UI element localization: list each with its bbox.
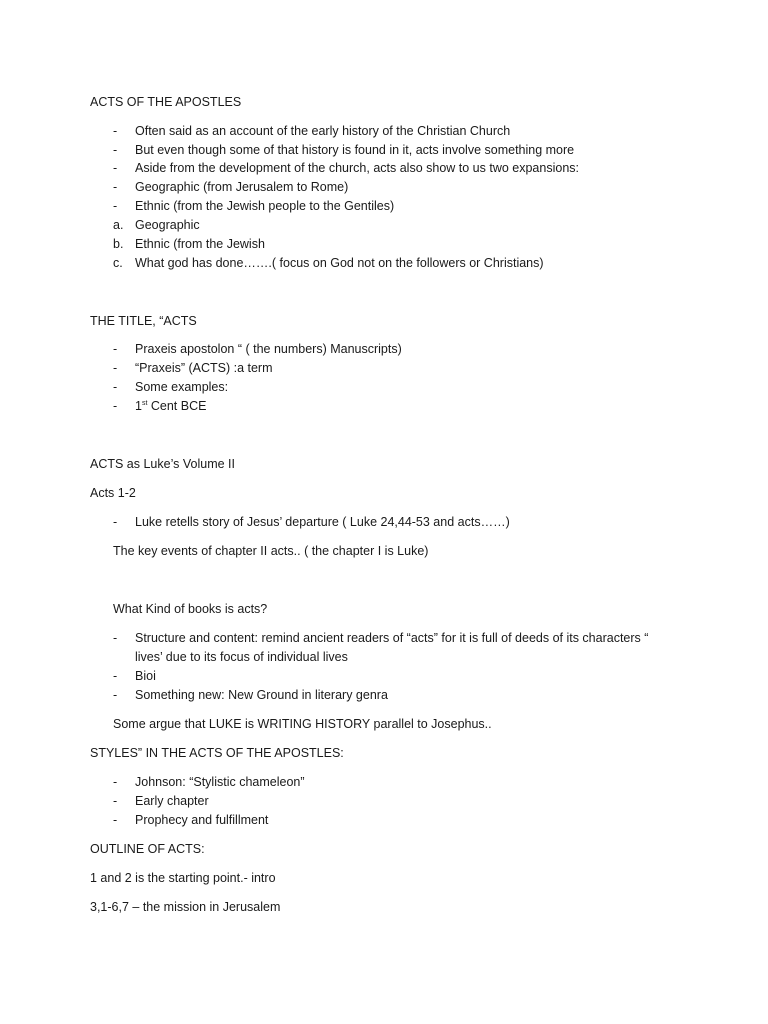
- section-heading-volume: ACTS as Luke’s Volume II: [90, 457, 235, 471]
- section-heading-styles: STYLES” IN THE ACTS OF THE APOSTLES:: [90, 746, 344, 760]
- list-item-text: “Praxeis” (ACTS) :a term: [135, 361, 273, 375]
- list-marker: -: [113, 361, 118, 375]
- list-marker: -: [113, 399, 118, 413]
- outline-line: 1 and 2 is the starting point.- intro: [90, 871, 276, 885]
- acts12-note: The key events of chapter II acts.. ( the chapter I is Luke): [113, 544, 429, 558]
- section-heading-kind: What Kind of books is acts?: [113, 602, 268, 616]
- section-heading-outline: OUTLINE OF ACTS:: [90, 842, 205, 856]
- list-marker: -: [113, 813, 118, 827]
- ordinal-suffix: st: [141, 399, 148, 407]
- list-item-text: Some examples:: [135, 380, 229, 394]
- list-marker: -: [113, 342, 118, 356]
- list-marker: -: [113, 143, 118, 157]
- list-item-text: Something new: New Ground in literary genra: [135, 688, 388, 702]
- list-item-text: Geographic: [135, 218, 200, 232]
- list-item-text: Prophecy and fulfillment: [135, 813, 269, 827]
- list-item-text: Geographic (from Jerusalem to Rome): [135, 180, 349, 194]
- list-marker: -: [113, 515, 118, 529]
- list-marker: -: [113, 124, 118, 138]
- list-item-text: Luke retells story of Jesus’ departure ( Luke 24,44-53 and acts……): [135, 515, 510, 529]
- list-item-text: Bioi: [135, 669, 156, 683]
- list-marker: a.: [113, 218, 124, 232]
- list-marker: -: [113, 631, 118, 645]
- list-item-text: Structure and content: remind ancient readers of “acts” for it is full of deeds of its characters “ lives’ due to its focus of individual lives: [135, 631, 649, 664]
- section-heading-acts12: Acts 1-2: [90, 486, 136, 500]
- century-number: 1: [135, 399, 142, 413]
- document-title: ACTS OF THE APOSTLES: [90, 95, 242, 109]
- list-item-text: What god has done…….( focus on God not on the followers or Christians): [135, 256, 544, 270]
- list-marker: b.: [113, 237, 124, 251]
- list-marker: -: [113, 199, 118, 213]
- list-item-text: But even though some of that history is found in it, acts involve something more: [135, 143, 575, 157]
- list-marker: -: [113, 794, 118, 808]
- list-marker: -: [113, 688, 118, 702]
- century-text: Cent BCE: [147, 399, 207, 413]
- list-item-text: Praxeis apostolon “ ( the numbers) Manuscripts): [135, 342, 402, 356]
- list-marker: -: [113, 775, 118, 789]
- list-item-text: Early chapter: [135, 794, 209, 808]
- kind-note: Some argue that LUKE is WRITING HISTORY parallel to Josephus..: [113, 717, 492, 731]
- outline-line: 3,1-6,7 – the mission in Jerusalem: [90, 900, 281, 914]
- section-heading-title: THE TITLE, “ACTS: [90, 314, 197, 328]
- list-item-text: Ethnic (from the Jewish people to the Gentiles): [135, 199, 395, 213]
- list-item-text: Aside from the development of the church, acts also show to us two expansions:: [135, 161, 579, 175]
- list-item-text: [135, 397, 206, 416]
- list-marker: -: [113, 669, 118, 683]
- list-item-text: Ethnic (from the Jewish: [135, 237, 265, 251]
- list-item-text: Often said as an account of the early history of the Christian Church: [135, 124, 511, 138]
- list-marker: -: [113, 161, 118, 175]
- list-item-text: Johnson: “Stylistic chameleon”: [135, 775, 305, 789]
- list-marker: c.: [113, 256, 123, 270]
- list-marker: -: [113, 180, 118, 194]
- list-marker: -: [113, 380, 118, 394]
